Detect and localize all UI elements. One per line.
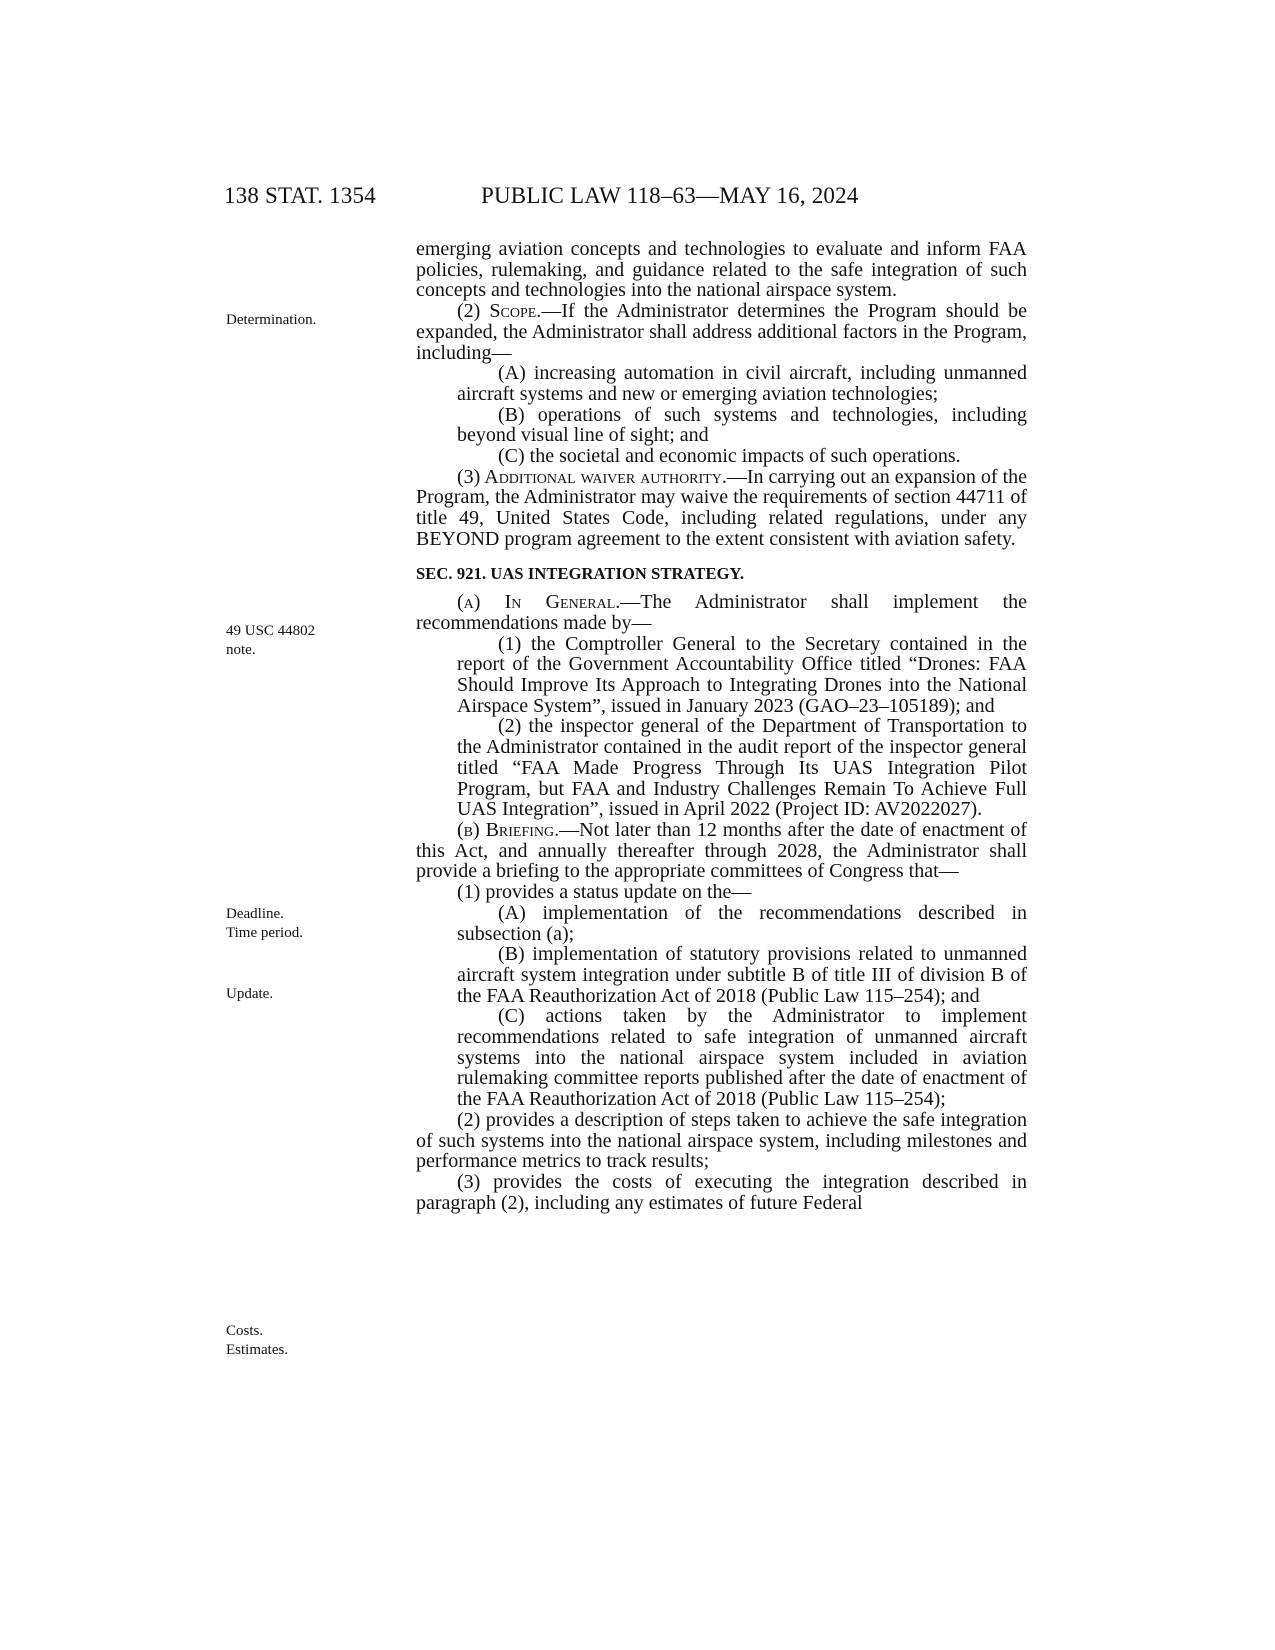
subparagraph-scope-a: (A) increasing automation in civil aircraft, including unmanned aircraft systems and new or emerging aviation technologies; (457, 362, 1027, 405)
subsection-b-item-2: (2) provides a description of steps taken to achieve the safe integration of such systems into the national airspace system, including milestones and performance metrics to track results; (416, 1108, 1027, 1173)
statute-page-number: 138 STAT. 1354 (224, 183, 376, 208)
subsection-a-item-2: (2) the inspector general of the Department of Transportation to the Administrator contained in the audit report of the inspector general titled “FAA Made Progress Through Its UAS Integration Pilot Program, but FAA and Industry Challenges Remain To Achieve Full UAS Integration”, issued in April 2022 (Project ID: AV2022027). (457, 715, 1027, 821)
subparagraph-scope-b: (B) operations of such systems and technologies, including beyond visual line of sight; and (457, 403, 1027, 447)
margin-note-update: Update. (226, 986, 274, 1002)
margin-note-determination: Determination. (226, 312, 317, 328)
subsection-a: (a) In General.—The Administrator shall implement the recommendations made by— (416, 591, 1027, 634)
subsection-b: (b) Briefing.—Not later than 12 months after the date of enactment of this Act, and annually thereafter through 2028, the Administrator shall provide a briefing to the appropriate committees of Congress that— (416, 818, 1028, 883)
subparagraph-scope-c: (C) the societal and economic impacts of such operations. (498, 445, 961, 468)
statute-body-text (416, 239, 1027, 1213)
paragraph-continuation: emerging aviation concepts and technologies to evaluate and inform FAA policies, rulemaking, and guidance related to the safe integration of such concepts and technologies into the national airspace system. (416, 238, 1027, 302)
subsection-b-item-1a: (A) implementation of the recommendations described in subsection (a); (457, 901, 1027, 945)
subsection-a-heading: (a) In General. (457, 591, 621, 614)
margin-note-deadline: Deadline. Time period. (226, 906, 303, 941)
subsection-b-item-1c: (C) actions taken by the Administrator to implement recommendations related to safe integration of unmanned aircraft systems into the national airspace system included in aviation rulemaking committee reports published after the date of enactment of the FAA Reauthorization Act of 2018 (Public Law 115–254); (457, 1005, 1027, 1111)
subsection-b-item-1: (1) provides a status update on the— (457, 881, 752, 904)
public-law-title: PUBLIC LAW 118–63—MAY 16, 2024 (481, 183, 859, 208)
waiver-heading: (3) Additional waiver authority. (457, 465, 727, 488)
margin-note-costs: Costs. Estimates. (226, 1323, 289, 1358)
subsection-b-item-1b: (B) implementation of statutory provisions related to unmanned aircraft system integration under subtitle B of title III of division B of the FAA Reauthorization Act of 2018 (Public Law 115–254); and (457, 943, 1027, 1007)
subsection-b-heading: (b) Briefing. (457, 818, 560, 841)
paragraph-scope: (2) Scope.—If the Administrator determines the Program should be expanded, the Administrator shall address additional factors in the Program, including— (416, 300, 1027, 364)
running-header (224, 183, 1020, 215)
subsection-a-item-1: (1) the Comptroller General to the Secretary contained in the report of the Government Accountability Office titled “Drones: FAA Should Improve Its Approach to Integrating Drones into the National Airspace System”, issued in January 2023 (GAO–23–105189); and (457, 632, 1027, 717)
subsection-b-item-3: (3) provides the costs of executing the integration described in paragraph (2), including any estimates of future Federal (416, 1170, 1027, 1214)
paragraph-waiver-authority: (3) Additional waiver authority.—In carrying out an expansion of the Program, the Administrator may waive the requirements of section 44711 of title 49, United States Code, including related regulations, under any BEYOND program agreement to the extent consistent with aviation safety. (416, 465, 1028, 550)
section-heading: SEC. 921. UAS INTEGRATION STRATEGY. (416, 563, 745, 583)
scope-heading: (2) Scope. (457, 300, 542, 323)
margin-note-usc-citation: 49 USC 44802 note. (226, 623, 316, 658)
